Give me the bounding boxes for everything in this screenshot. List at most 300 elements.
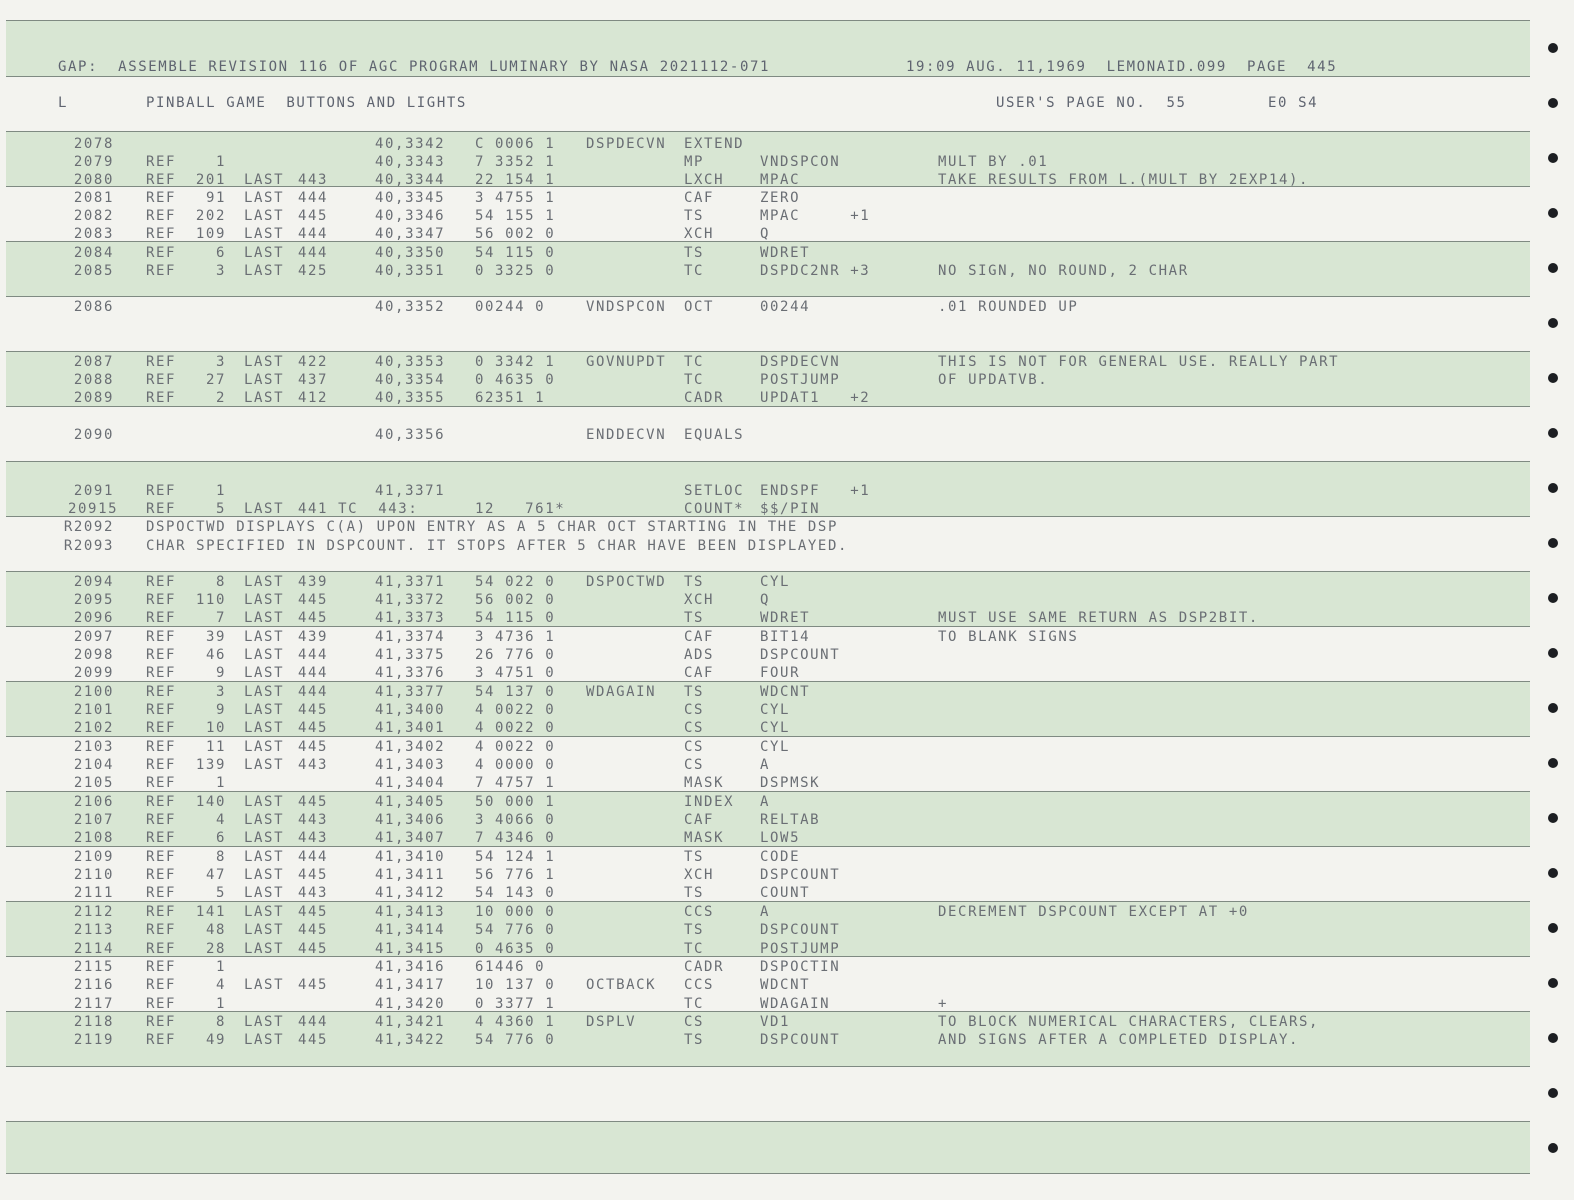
listing-last: LAST [244, 647, 285, 663]
listing-n: 2119 [73, 1032, 114, 1048]
listing-rc: 3 [215, 263, 226, 279]
listing-lp: 444 [298, 665, 329, 681]
listing-last: LAST [244, 665, 285, 681]
listing-n: 2084 [73, 245, 114, 261]
listing-n: 2101 [73, 702, 114, 718]
listing-addr: 41,3402 [375, 739, 446, 755]
listing-op: TS [684, 208, 705, 224]
listing-n: 2086 [73, 299, 114, 315]
listing-comment: DECREMENT DSPCOUNT EXCEPT AT +0 [938, 904, 1249, 920]
feed-hole [1548, 593, 1558, 603]
listing-comment: .01 ROUNDED UP [938, 299, 1079, 315]
feed-hole [1548, 758, 1558, 768]
listing-operand: Q [760, 226, 771, 242]
listing-label: VNDSPCON [586, 299, 667, 315]
listing-rc: 28 [205, 941, 226, 957]
listing-comment: OF UPDATVB. [938, 372, 1049, 388]
feed-hole [1548, 1143, 1558, 1153]
listing-rc: 8 [215, 1014, 226, 1030]
listing-rc: 47 [205, 867, 226, 883]
header-eo: E0 S4 [1268, 95, 1319, 111]
listing-comment: + [938, 996, 949, 1012]
listing-op: LXCH [684, 172, 725, 188]
listing-ref: REF [146, 226, 177, 242]
listing-label: WDAGAIN [586, 684, 657, 700]
listing-addr: 41,3375 [375, 647, 446, 663]
listing-code: 00244 0 [475, 299, 546, 315]
listing-last: LAST [244, 757, 285, 773]
listing-code: 7 4346 0 [475, 830, 556, 846]
feed-hole [1548, 43, 1558, 53]
feed-hole [1548, 1033, 1558, 1043]
listing-n: 2090 [73, 427, 114, 443]
listing-code: 54 022 0 [475, 574, 556, 590]
listing-label: OCTBACK [586, 977, 657, 993]
listing-ref: REF [146, 208, 177, 224]
listing-text: CHAR SPECIFIED IN DSPCOUNT. IT STOPS AFTER 5 CHAR HAVE BEEN DISPLAYED. [146, 538, 849, 554]
listing-code: 0 3377 1 [475, 996, 556, 1012]
listing-lp: 444 [298, 849, 329, 865]
listing-op: INDEX [684, 794, 735, 810]
listing-lp: 443 [298, 885, 329, 901]
listing-operand: ENDSPF +1 [760, 483, 871, 499]
listing-op: MP [684, 154, 705, 170]
listing-code: 56 002 0 [475, 592, 556, 608]
listing-code: 62351 1 [475, 390, 546, 406]
listing-n: R2093 [63, 538, 114, 554]
listing-lp: 441 TC 443: [298, 501, 419, 517]
listing-addr: 40,3343 [375, 154, 446, 170]
listing-op: CAF [684, 665, 715, 681]
listing-addr: 41,3412 [375, 885, 446, 901]
listing-operand: VNDSPCON [760, 154, 841, 170]
listing-rc: 5 [215, 501, 226, 517]
listing-text: DSPOCTWD DISPLAYS C(A) UPON ENTRY AS A 5 CHAR OCT STARTING IN THE DSP [146, 519, 838, 535]
listing-lp: 439 [298, 574, 329, 590]
listing-rc: 140 [195, 794, 226, 810]
listing-rc: 139 [195, 757, 226, 773]
listing-operand: VD1 [760, 1014, 791, 1030]
listing-addr: 41,3405 [375, 794, 446, 810]
listing-ref: REF [146, 684, 177, 700]
listing-op: CADR [684, 390, 725, 406]
listing-code: 3 4751 0 [475, 665, 556, 681]
listing-code: 54 776 0 [475, 1032, 556, 1048]
listing-addr: 41,3407 [375, 830, 446, 846]
listing-n: 2097 [73, 629, 114, 645]
listing-ref: REF [146, 263, 177, 279]
listing-rc: 1 [215, 959, 226, 975]
listing-rc: 1 [215, 483, 226, 499]
listing-last: LAST [244, 720, 285, 736]
listing-operand: POSTJUMP [760, 941, 841, 957]
listing-addr: 40,3354 [375, 372, 446, 388]
listing-operand: DSPCOUNT [760, 922, 841, 938]
listing-rc: 141 [195, 904, 226, 920]
listing-ref: REF [146, 830, 177, 846]
listing-ref: REF [146, 245, 177, 261]
listing-n: 2107 [73, 812, 114, 828]
listing-n: 2081 [73, 190, 114, 206]
feed-hole [1548, 208, 1558, 218]
listing-addr: 41,3406 [375, 812, 446, 828]
listing-n: 2114 [73, 941, 114, 957]
listing-addr: 41,3403 [375, 757, 446, 773]
listing-op: CS [684, 757, 705, 773]
listing-lp: 444 [298, 684, 329, 700]
listing-last: LAST [244, 1014, 285, 1030]
listing-n: 2110 [73, 867, 114, 883]
listing-rc: 201 [195, 172, 226, 188]
listing-code: 0 3325 0 [475, 263, 556, 279]
listing-last: LAST [244, 592, 285, 608]
listing-rc: 2 [215, 390, 226, 406]
listing-ref: REF [146, 647, 177, 663]
listing-lp: 437 [298, 372, 329, 388]
listing-operand: ZERO [760, 190, 801, 206]
listing-op: TC [684, 354, 705, 370]
listing-ref: REF [146, 665, 177, 681]
feed-hole [1548, 868, 1558, 878]
listing-last: LAST [244, 739, 285, 755]
listing-label: DSPOCTWD [586, 574, 667, 590]
listing-ref: REF [146, 390, 177, 406]
listing-rc: 49 [205, 1032, 226, 1048]
listing-lp: 445 [298, 208, 329, 224]
listing-lp: 445 [298, 739, 329, 755]
listing-last: LAST [244, 245, 285, 261]
listing-n: 2094 [73, 574, 114, 590]
listing-ref: REF [146, 739, 177, 755]
listing-label: ENDDECVN [586, 427, 667, 443]
listing-op: XCH [684, 592, 715, 608]
listing-lp: 445 [298, 867, 329, 883]
listing-code: 50 000 1 [475, 794, 556, 810]
listing-op: EXTEND [684, 136, 745, 152]
listing-last: LAST [244, 390, 285, 406]
listing-n: 2096 [73, 610, 114, 626]
listing-addr: 40,3353 [375, 354, 446, 370]
listing-ref: REF [146, 610, 177, 626]
listing-lp: 444 [298, 647, 329, 663]
listing-op: CAF [684, 629, 715, 645]
listing-rc: 9 [215, 702, 226, 718]
listing-rc: 5 [215, 885, 226, 901]
listing-n: R2092 [63, 519, 114, 535]
feed-hole [1548, 483, 1558, 493]
listing-last: LAST [244, 885, 285, 901]
listing-addr: 41,3415 [375, 941, 446, 957]
listing-ref: REF [146, 812, 177, 828]
listing-lp: 439 [298, 629, 329, 645]
listing-lp: 445 [298, 610, 329, 626]
listing-op: TC [684, 941, 705, 957]
listing-code: 10 000 0 [475, 904, 556, 920]
listing-operand: POSTJUMP [760, 372, 841, 388]
listing-ref: REF [146, 775, 177, 791]
listing-operand: UPDAT1 +2 [760, 390, 871, 406]
listing-n: 2102 [73, 720, 114, 736]
listing-op: XCH [684, 226, 715, 242]
listing-n: 2112 [73, 904, 114, 920]
listing-ref: REF [146, 592, 177, 608]
listing-n: 2115 [73, 959, 114, 975]
listing-addr: 41,3401 [375, 720, 446, 736]
listing-comment: NO SIGN, NO ROUND, 2 CHAR [938, 263, 1189, 279]
listing-addr: 40,3345 [375, 190, 446, 206]
listing-lp: 445 [298, 922, 329, 938]
listing-operand: MPAC [760, 172, 801, 188]
listing-operand: WDRET [760, 610, 811, 626]
listing-rc: 11 [205, 739, 226, 755]
listing-n: 2109 [73, 849, 114, 865]
listing-code: 4 4360 1 [475, 1014, 556, 1030]
listing-operand: DSPOCTIN [760, 959, 841, 975]
listing-n: 2118 [73, 1014, 114, 1030]
listing-op: COUNT* [684, 501, 745, 517]
listing-rc: 7 [215, 610, 226, 626]
listing-ref: REF [146, 977, 177, 993]
listing-code: 10 137 0 [475, 977, 556, 993]
listing-addr: 40,3355 [375, 390, 446, 406]
listing-op: CS [684, 720, 705, 736]
listing-addr: 40,3347 [375, 226, 446, 242]
listing-comment: TO BLANK SIGNS [938, 629, 1079, 645]
listing-op: TS [684, 574, 705, 590]
listing-addr: 40,3351 [375, 263, 446, 279]
listing-n: 2079 [73, 154, 114, 170]
listing-code: 26 776 0 [475, 647, 556, 663]
listing-ref: REF [146, 922, 177, 938]
listing-operand: CYL [760, 739, 791, 755]
listing-op: TS [684, 885, 705, 901]
listing-ref: REF [146, 190, 177, 206]
listing-ref: REF [146, 959, 177, 975]
listing-operand: DSPDECVN [760, 354, 841, 370]
listing-comment: MULT BY .01 [938, 154, 1049, 170]
header-assembly-line: GAP: ASSEMBLE REVISION 116 OF AGC PROGRAM LUMINARY BY NASA 2021112-071 [58, 59, 771, 75]
listing-op: TC [684, 372, 705, 388]
listing-ref: REF [146, 941, 177, 957]
listing-operand: 00244 [760, 299, 811, 315]
listing-op: EQUALS [684, 427, 745, 443]
listing-last: LAST [244, 867, 285, 883]
listing-rc: 1 [215, 996, 226, 1012]
listing-lp: 425 [298, 263, 329, 279]
listing-addr: 41,3421 [375, 1014, 446, 1030]
listing-rc: 6 [215, 245, 226, 261]
listing-n: 2078 [73, 136, 114, 152]
listing-operand: WDCNT [760, 684, 811, 700]
listing-n: 2083 [73, 226, 114, 242]
listing-last: LAST [244, 574, 285, 590]
listing-lp: 445 [298, 794, 329, 810]
listing-op: TS [684, 684, 705, 700]
listing-operand: DSPCOUNT [760, 1032, 841, 1048]
listing-rc: 48 [205, 922, 226, 938]
listing-code: 54 115 0 [475, 610, 556, 626]
listing-addr: 41,3371 [375, 574, 446, 590]
listing-n: 2087 [73, 354, 114, 370]
listing-comment: TAKE RESULTS FROM L.(MULT BY 2EXP14). [938, 172, 1310, 188]
listing-rc: 8 [215, 574, 226, 590]
listing-n: 2113 [73, 922, 114, 938]
listing-addr: 41,3400 [375, 702, 446, 718]
listing-code: C 0006 1 [475, 136, 556, 152]
listing-last: LAST [244, 172, 285, 188]
listing-last: LAST [244, 372, 285, 388]
listing-n: 2116 [73, 977, 114, 993]
listing-op: TC [684, 996, 705, 1012]
listing-lp: 445 [298, 592, 329, 608]
listing-operand: CYL [760, 574, 791, 590]
listing-operand: WDAGAIN [760, 996, 831, 1012]
listing-addr: 40,3346 [375, 208, 446, 224]
listing-rc: 4 [215, 977, 226, 993]
header-timestamp-page: 19:09 AUG. 11,1969 LEMONAID.099 PAGE 445 [906, 59, 1338, 75]
listing-rc: 202 [195, 208, 226, 224]
listing-rc: 6 [215, 830, 226, 846]
listing-last: LAST [244, 629, 285, 645]
listing-code: 3 4066 0 [475, 812, 556, 828]
listing-lp: 412 [298, 390, 329, 406]
listing-ref: REF [146, 372, 177, 388]
listing-operand: FOUR [760, 665, 801, 681]
listing-rc: 10 [205, 720, 226, 736]
listing-ref: REF [146, 354, 177, 370]
listing-lp: 445 [298, 904, 329, 920]
listing-code: 56 002 0 [475, 226, 556, 242]
listing-code: 0 4635 0 [475, 372, 556, 388]
listing-n: 2082 [73, 208, 114, 224]
listing-op: SETLOC [684, 483, 745, 499]
listing-rc: 9 [215, 665, 226, 681]
listing-code: 61446 0 [475, 959, 546, 975]
listing-code: 0 3342 1 [475, 354, 556, 370]
listing-ref: REF [146, 849, 177, 865]
listing-addr: 41,3372 [375, 592, 446, 608]
listing-last: LAST [244, 941, 285, 957]
listing-comment: THIS IS NOT FOR GENERAL USE. REALLY PART [938, 354, 1340, 370]
feed-hole [1548, 318, 1558, 328]
listing-code: 7 4757 1 [475, 775, 556, 791]
listing-ref: REF [146, 501, 177, 517]
feed-hole [1548, 263, 1558, 273]
listing-lp: 445 [298, 1032, 329, 1048]
listing-operand: CYL [760, 720, 791, 736]
listing-code: 4 0022 0 [475, 702, 556, 718]
listing-last: LAST [244, 354, 285, 370]
listing-code: 12 761* [475, 501, 566, 517]
listing-op: MASK [684, 830, 725, 846]
listing-addr: 41,3413 [375, 904, 446, 920]
listing-code: 56 776 1 [475, 867, 556, 883]
listing-ref: REF [146, 154, 177, 170]
listing-code: 3 4736 1 [475, 629, 556, 645]
listing-addr: 41,3374 [375, 629, 446, 645]
listing-operand: BIT14 [760, 629, 811, 645]
listing-operand: A [760, 794, 771, 810]
feed-hole [1548, 978, 1558, 988]
listing-ref: REF [146, 702, 177, 718]
listing-last: LAST [244, 702, 285, 718]
listing-ref: REF [146, 757, 177, 773]
listing-lp: 444 [298, 190, 329, 206]
listing-addr: 41,3417 [375, 977, 446, 993]
listing-op: TS [684, 610, 705, 626]
listing-ref: REF [146, 885, 177, 901]
feed-hole [1548, 428, 1558, 438]
listing-n: 2095 [73, 592, 114, 608]
listing-lp: 443 [298, 830, 329, 846]
listing-operand: Q [760, 592, 771, 608]
listing-comment: AND SIGNS AFTER A COMPLETED DISPLAY. [938, 1032, 1300, 1048]
listing-ref: REF [146, 794, 177, 810]
listing-ref: REF [146, 1014, 177, 1030]
listing-operand: RELTAB [760, 812, 821, 828]
listing-n: 2108 [73, 830, 114, 846]
listing-op: OCT [684, 299, 715, 315]
listing-operand: DSPMSK [760, 775, 821, 791]
listing-lp: 422 [298, 354, 329, 370]
listing-n: 20915 [68, 501, 119, 517]
listing-addr: 40,3342 [375, 136, 446, 152]
listing-last: LAST [244, 849, 285, 865]
listing-n: 2106 [73, 794, 114, 810]
listing-operand: A [760, 904, 771, 920]
listing-last: LAST [244, 263, 285, 279]
listing-lp: 445 [298, 702, 329, 718]
listing-n: 2099 [73, 665, 114, 681]
feed-hole [1548, 98, 1558, 108]
listing-ref: REF [146, 720, 177, 736]
listing-operand: WDCNT [760, 977, 811, 993]
listing-n: 2085 [73, 263, 114, 279]
listing-lp: 444 [298, 226, 329, 242]
feed-hole [1548, 538, 1558, 548]
listing-rc: 27 [205, 372, 226, 388]
listing-n: 2103 [73, 739, 114, 755]
listing-comment: MUST USE SAME RETURN AS DSP2BIT. [938, 610, 1259, 626]
listing-rc: 3 [215, 684, 226, 700]
listing-op: CCS [684, 904, 715, 920]
listing-rc: 110 [195, 592, 226, 608]
listing-n: 2098 [73, 647, 114, 663]
listing-op: CADR [684, 959, 725, 975]
listing-op: TS [684, 1032, 705, 1048]
listing-n: 2091 [73, 483, 114, 499]
listing-ref: REF [146, 1032, 177, 1048]
listing-lp: 445 [298, 977, 329, 993]
listing-op: CS [684, 739, 705, 755]
header-section-title: PINBALL GAME BUTTONS AND LIGHTS [146, 95, 467, 111]
listing-last: LAST [244, 812, 285, 828]
listing-ref: REF [146, 574, 177, 590]
listing-lp: 444 [298, 1014, 329, 1030]
listing-n: 2089 [73, 390, 114, 406]
feed-hole [1548, 923, 1558, 933]
listing-operand: DSPCOUNT [760, 647, 841, 663]
listing-addr: 41,3420 [375, 996, 446, 1012]
listing-rc: 109 [195, 226, 226, 242]
listing-code: 54 137 0 [475, 684, 556, 700]
listing-addr: 40,3352 [375, 299, 446, 315]
listing-addr: 41,3404 [375, 775, 446, 791]
listing-n: 2104 [73, 757, 114, 773]
listing-operand: A [760, 757, 771, 773]
listing-op: TS [684, 245, 705, 261]
listing-comment: TO BLOCK NUMERICAL CHARACTERS, CLEARS, [938, 1014, 1320, 1030]
